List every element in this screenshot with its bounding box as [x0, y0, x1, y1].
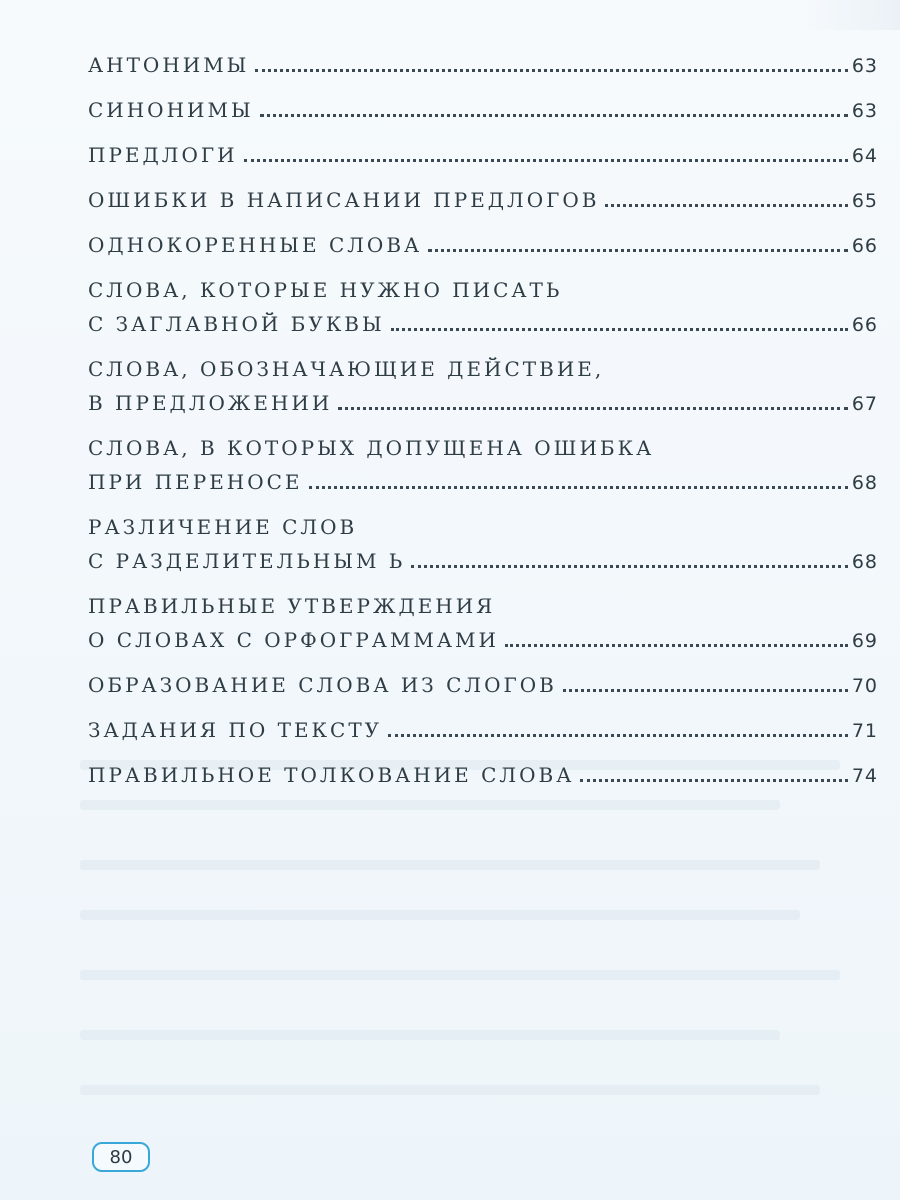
- toc-entry-title: С РАЗДЕЛИТЕЛЬНЫМ Ь: [88, 549, 406, 573]
- toc-entry-title-first-line: РАЗЛИЧЕНИЕ СЛОВ: [88, 515, 358, 539]
- toc-entry-page: 66: [851, 314, 878, 336]
- toc-entry-title-first-line: СЛОВА, ОБОЗНАЧАЮЩИЕ ДЕЙСТВИЕ,: [88, 357, 605, 381]
- dot-leader: [605, 204, 847, 207]
- toc-entry[interactable]: [88, 672, 878, 699]
- toc-entry-title-first-line: ПРАВИЛЬНЫЕ УТВЕРЖДЕНИЯ: [88, 594, 496, 618]
- toc-entry[interactable]: [88, 514, 878, 575]
- dot-leader: [505, 644, 848, 647]
- toc-entry-page: 68: [851, 551, 878, 573]
- toc-entry-page: 65: [851, 190, 878, 212]
- toc-entry-page: 74: [851, 765, 878, 787]
- toc-entry-title: ОДНОКОРЕННЫЕ СЛОВА: [88, 233, 423, 257]
- show-through-line: [80, 860, 820, 870]
- toc-entry-title: ОШИБКИ В НАПИСАНИИ ПРЕДЛОГОВ: [88, 188, 600, 212]
- toc-entry-title-first-line: СЛОВА, КОТОРЫЕ НУЖНО ПИСАТЬ: [88, 278, 563, 302]
- dot-leader: [428, 249, 848, 252]
- toc-entry[interactable]: [88, 232, 878, 259]
- toc-entry-title: АНТОНИМЫ: [88, 53, 250, 77]
- toc-entry-page: 67: [851, 393, 878, 415]
- toc-entry-title-first-line: СЛОВА, В КОТОРЫХ ДОПУЩЕНА ОШИБКА: [88, 436, 655, 460]
- toc-entry-page: 71: [851, 720, 878, 742]
- toc-entry[interactable]: [88, 52, 878, 79]
- show-through-line: [80, 1030, 780, 1040]
- toc-entry-page: 63: [851, 55, 878, 77]
- toc-entry-title: ПРИ ПЕРЕНОСЕ: [88, 470, 303, 494]
- show-through-line: [80, 1085, 820, 1095]
- toc-entry-title: ОБРАЗОВАНИЕ СЛОВА ИЗ СЛОГОВ: [88, 673, 557, 697]
- toc-entry-page: 64: [851, 145, 878, 167]
- toc-entry[interactable]: [88, 356, 878, 417]
- toc-entry[interactable]: [88, 187, 878, 214]
- dot-leader: [338, 407, 848, 410]
- toc-entry-title: С ЗАГЛАВНОЙ БУКВЫ: [88, 312, 385, 336]
- show-through-line: [80, 910, 800, 920]
- toc-entry[interactable]: [88, 97, 878, 124]
- toc-entry-title: СИНОНИМЫ: [88, 98, 254, 122]
- dot-leader: [388, 734, 848, 737]
- toc-entry-page: 66: [851, 235, 878, 257]
- toc-entry[interactable]: [88, 277, 878, 338]
- dot-leader: [260, 114, 848, 117]
- dot-leader: [309, 486, 848, 489]
- dot-leader: [244, 159, 848, 162]
- toc-entry[interactable]: [88, 593, 878, 654]
- table-of-contents: [88, 52, 878, 807]
- dot-leader: [411, 565, 848, 568]
- toc-entry-page: 68: [851, 472, 878, 494]
- toc-entry-page: 70: [851, 675, 878, 697]
- toc-entry-page: 69: [851, 630, 878, 652]
- toc-entry-page: 63: [851, 100, 878, 122]
- toc-entry-title: О СЛОВАХ С ОРФОГРАММАМИ: [88, 628, 499, 652]
- dot-leader: [255, 69, 847, 72]
- dot-leader: [391, 328, 848, 331]
- toc-entry-title: ПРАВИЛЬНОЕ ТОЛКОВАНИЕ СЛОВА: [88, 763, 575, 787]
- show-through-line: [80, 970, 840, 980]
- toc-entry-title: ЗАДАНИЯ ПО ТЕКСТУ: [88, 718, 383, 742]
- toc-entry[interactable]: [88, 717, 878, 744]
- toc-entry[interactable]: [88, 762, 878, 789]
- page-number: 80: [92, 1142, 150, 1172]
- toc-entry[interactable]: [88, 435, 878, 496]
- bleed-through-strip: [800, 0, 900, 30]
- dot-leader: [563, 689, 848, 692]
- toc-entry[interactable]: [88, 142, 878, 169]
- dot-leader: [580, 779, 847, 782]
- toc-entry-title: ПРЕДЛОГИ: [88, 143, 238, 167]
- toc-entry-title: В ПРЕДЛОЖЕНИИ: [88, 391, 333, 415]
